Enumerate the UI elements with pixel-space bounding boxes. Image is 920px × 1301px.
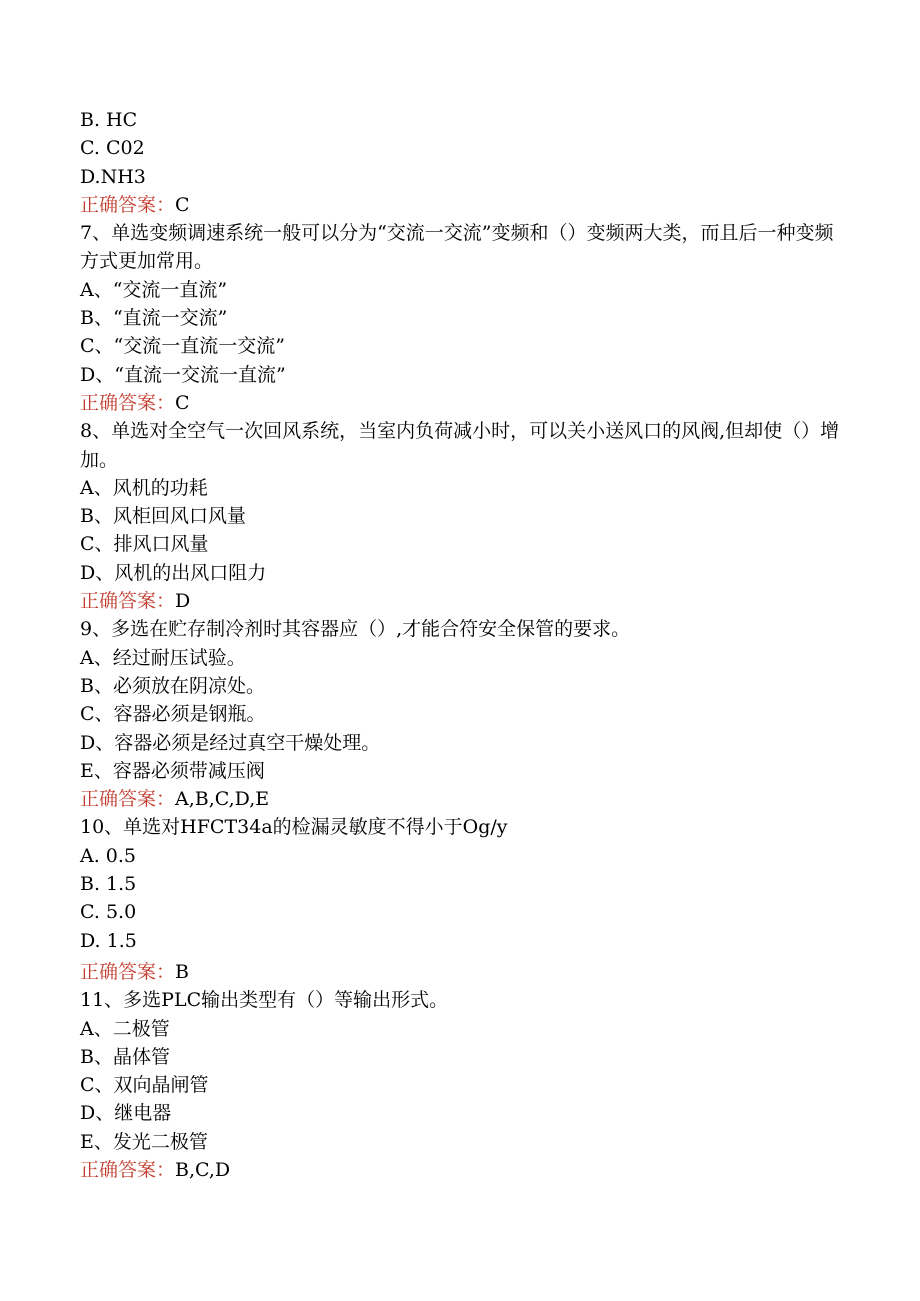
question-11	[80, 986, 850, 1184]
option-e: E、容器必须带减压阀	[80, 759, 265, 782]
question-stem: 10、单选对HFCT34a的检漏灵敏度不得小于Og/y	[80, 816, 508, 839]
option-d: D、“直流一交流一直流”	[80, 363, 286, 386]
option-c: C. C02	[80, 137, 145, 160]
option-a: A、风机的功耗	[80, 476, 208, 499]
answer-label: 正确答案：	[80, 1158, 176, 1181]
question-list	[80, 106, 850, 1184]
question-8	[80, 417, 850, 615]
question-9	[80, 615, 850, 813]
option-b: B. HC	[80, 109, 138, 131]
answer-value: A,B,C,D,E	[175, 788, 270, 811]
option-c: C、双向晶闸管	[80, 1074, 209, 1097]
question-7	[80, 219, 850, 417]
option-e: E、发光二极管	[80, 1130, 208, 1153]
question-6	[80, 106, 850, 219]
option-c: C. 5.0	[80, 901, 137, 924]
answer-value: C	[175, 391, 190, 414]
option-d: D.NH3	[80, 165, 146, 188]
option-c: C、容器必须是钢瓶。	[80, 703, 266, 726]
answer-label: 正确答案：	[80, 960, 176, 983]
answer-value: B,C,D	[175, 1158, 231, 1181]
option-c: C、“交流一直流一交流”	[80, 335, 285, 358]
option-b: B. 1.5	[80, 873, 137, 896]
answer-label: 正确答案：	[80, 193, 176, 216]
option-d: D. 1.5	[80, 929, 137, 952]
answer-line	[80, 958, 850, 986]
option-d: D、继电器	[80, 1102, 172, 1125]
option-a: A、经过耐压试验。	[80, 646, 246, 669]
answer-label: 正确答案：	[80, 788, 176, 811]
answer-value: D	[175, 590, 191, 613]
option-c: C、排风口风量	[80, 533, 209, 556]
answer-line	[80, 389, 850, 417]
question-stem: 11、多选PLC输出类型有（）等输出形式。	[80, 989, 449, 1012]
answer-label: 正确答案：	[80, 391, 176, 414]
question-10	[80, 813, 850, 986]
answer-line	[80, 785, 850, 813]
answer-label: 正确答案：	[80, 590, 176, 613]
option-b: B、“直流一交流”	[80, 307, 228, 330]
option-a: A、“交流一直流”	[80, 278, 228, 301]
answer-line	[80, 1156, 850, 1184]
option-a: A. 0.5	[80, 844, 137, 867]
option-d: D、风机的出风口阻力	[80, 561, 267, 584]
question-stem: 7、单选变频调速系统一般可以分为“交流一交流”变频和（）变频两大类，而且后一种变频方式更加常用。	[80, 222, 834, 273]
option-a: A、二极管	[80, 1017, 170, 1040]
answer-line	[80, 191, 850, 219]
question-stem: 8、单选对全空气一次回风系统，当室内负荷减小时，可以关小送风口的风阀,但却使（）增加。	[80, 420, 840, 471]
question-stem: 9、多选在贮存制冷剂时其容器应（）,才能合符安全保管的要求。	[80, 618, 631, 641]
option-b: B、晶体管	[80, 1045, 170, 1068]
option-b: B、风柜回风口风量	[80, 505, 246, 528]
option-d: D、容器必须是经过真空干燥处理。	[80, 731, 381, 754]
answer-line	[80, 587, 850, 615]
answer-value: B	[175, 960, 189, 983]
answer-value: C	[175, 193, 190, 216]
option-b: B、必须放在阴凉处。	[80, 674, 265, 697]
